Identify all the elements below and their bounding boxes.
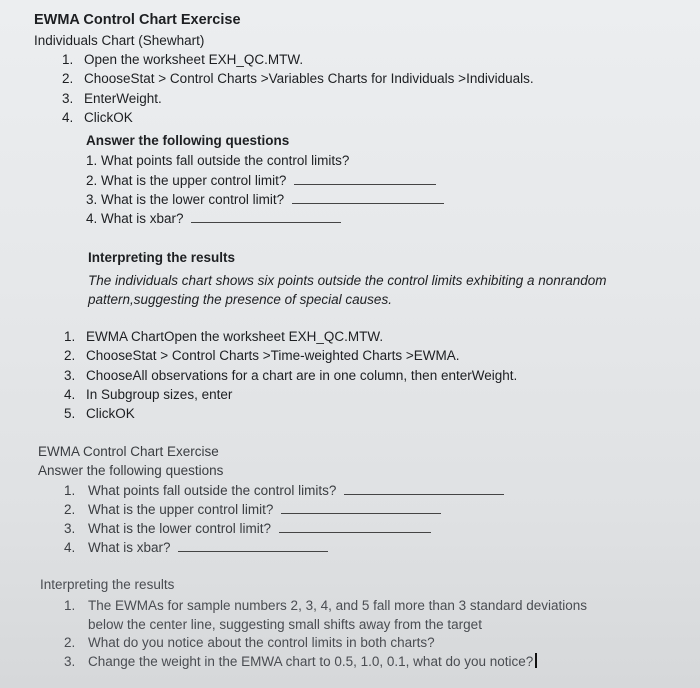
result-text: The EWMAs for sample numbers 2, 3, 4, and 5 fall more than 3 standard deviations [88, 598, 587, 613]
answer-blank[interactable] [292, 191, 444, 204]
question-text: What is xbar? [101, 211, 184, 226]
step-number: 3. [64, 368, 76, 383]
answer-blank[interactable] [281, 501, 441, 514]
step-number: 1. [62, 52, 74, 67]
answer-blank[interactable] [294, 172, 436, 185]
question-text: What is xbar? [88, 540, 171, 555]
step-text: EWMA ChartOpen the worksheet EXH_QC.MTW. [86, 329, 384, 344]
step-text: ClickOK [86, 406, 135, 421]
question-number: 4. [64, 540, 76, 555]
question-item [88, 501, 441, 519]
step-text: Open the worksheet EXH_QC.MTW. [84, 52, 304, 67]
interpreting-text: pattern,suggesting the presence of special causes. [88, 292, 392, 307]
question-item [88, 520, 431, 538]
answer-heading: Answer the following questions [86, 133, 290, 148]
question-text: What is the upper control limit? [88, 502, 274, 517]
question-number: 3. [64, 521, 76, 536]
question-text: What is the lower control limit? [88, 521, 272, 536]
step-number: 2. [62, 71, 74, 86]
step-number: 4. [64, 387, 76, 402]
answer-blank[interactable] [191, 210, 341, 223]
question-number: 2. [64, 502, 76, 517]
result-number: 2. [64, 635, 76, 650]
page-title: EWMA Control Chart Exercise [34, 12, 241, 28]
step-number: 1. [64, 329, 76, 344]
section-heading: EWMA Control Chart Exercise [38, 444, 219, 459]
result-number: 1. [64, 598, 76, 613]
result-text: Change the weight in the EMWA chart to 0.5, 1.0, 0.1, what do you notice? [88, 654, 534, 669]
question-item [86, 172, 436, 190]
question-number: 3. [86, 192, 98, 207]
question-item [88, 539, 328, 557]
answer-blank[interactable] [279, 520, 431, 533]
question-text: What points fall outside the control limits? [101, 153, 350, 168]
question-item [86, 152, 349, 170]
question-text: What points fall outside the control limits? [88, 483, 337, 498]
step-number: 5. [64, 406, 76, 421]
question-number: 1. [64, 483, 76, 498]
interpreting-heading: Interpreting the results [88, 250, 236, 265]
answer-blank[interactable] [178, 539, 328, 552]
question-number: 1. [86, 153, 98, 168]
step-text: ChooseAll observations for a chart are in one column, then enterWeight. [86, 368, 518, 383]
answer-heading: Answer the following questions [38, 463, 224, 478]
result-number: 3. [64, 654, 76, 669]
question-text: What is the lower control limit? [101, 192, 285, 207]
result-text: below the center line, suggesting small shifts away from the target [88, 617, 482, 632]
question-item [86, 210, 341, 228]
step-text: ClickOK [84, 110, 133, 125]
step-text: ChooseStat > Control Charts >Variables Charts for Individuals >Individuals. [84, 71, 534, 86]
interpreting-text: The individuals chart shows six points outside the control limits exhibiting a nonrandom [88, 273, 607, 288]
question-item [86, 191, 444, 209]
question-number: 2. [86, 173, 98, 188]
result-item [88, 653, 537, 671]
step-text: ChooseStat > Control Charts >Time-weighted Charts >EWMA. [86, 348, 460, 363]
answer-blank[interactable] [344, 482, 504, 495]
step-text: EnterWeight. [84, 91, 162, 106]
step-text: In Subgroup sizes, enter [86, 387, 233, 402]
result-text: What do you notice about the control limits in both charts? [88, 635, 435, 650]
step-number: 2. [64, 348, 76, 363]
interpreting-heading: Interpreting the results [40, 577, 175, 592]
step-number: 4. [62, 110, 74, 125]
question-number: 4. [86, 211, 98, 226]
step-number: 3. [62, 91, 74, 106]
text-cursor [535, 653, 537, 668]
question-item [88, 482, 504, 500]
question-text: What is the upper control limit? [101, 173, 287, 188]
page-subtitle: Individuals Chart (Shewhart) [34, 33, 205, 48]
